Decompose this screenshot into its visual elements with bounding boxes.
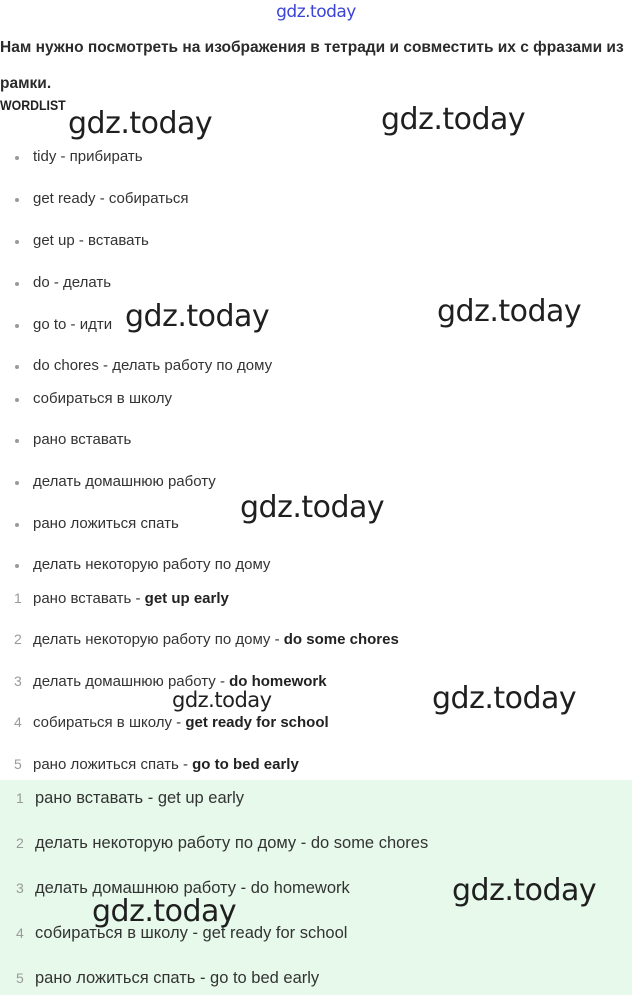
watermark: gdz.today <box>125 299 270 334</box>
watermark: gdz.today <box>432 681 577 716</box>
watermark: gdz.today <box>240 490 385 525</box>
bullet-icon <box>15 324 19 328</box>
bullet-icon <box>15 398 19 402</box>
watermark: gdz.today <box>172 688 272 712</box>
bullet-icon <box>15 365 19 369</box>
bullet-icon <box>15 564 19 568</box>
bullet-icon <box>15 198 19 202</box>
watermark: gdz.today <box>381 102 526 137</box>
answer-box: 1 рано вставать - get up early 2 делать некоторую работу по дому - do some chores 3 делать домашнюю работу - do homework 4 собираться в школу - get ready for school 5 рано ложиться спать - go to bed early <box>0 780 632 995</box>
site-logo[interactable]: gdz.today <box>276 2 356 22</box>
watermark: gdz.today <box>437 294 582 329</box>
watermark: gdz.today <box>92 894 237 929</box>
intro-paragraph: Нам нужно посмотреть на изображения в тетради и совместить их с фразами из рамки. <box>0 39 624 92</box>
wordlist-heading: WORDLIST <box>0 97 66 113</box>
watermark: gdz.today <box>452 873 597 908</box>
bullet-icon <box>15 156 19 160</box>
bullet-icon <box>15 523 19 527</box>
bullet-icon <box>15 282 19 286</box>
bullet-icon <box>15 439 19 443</box>
bullet-icon <box>15 240 19 244</box>
watermark: gdz.today <box>68 106 213 141</box>
bullet-icon <box>15 481 19 485</box>
